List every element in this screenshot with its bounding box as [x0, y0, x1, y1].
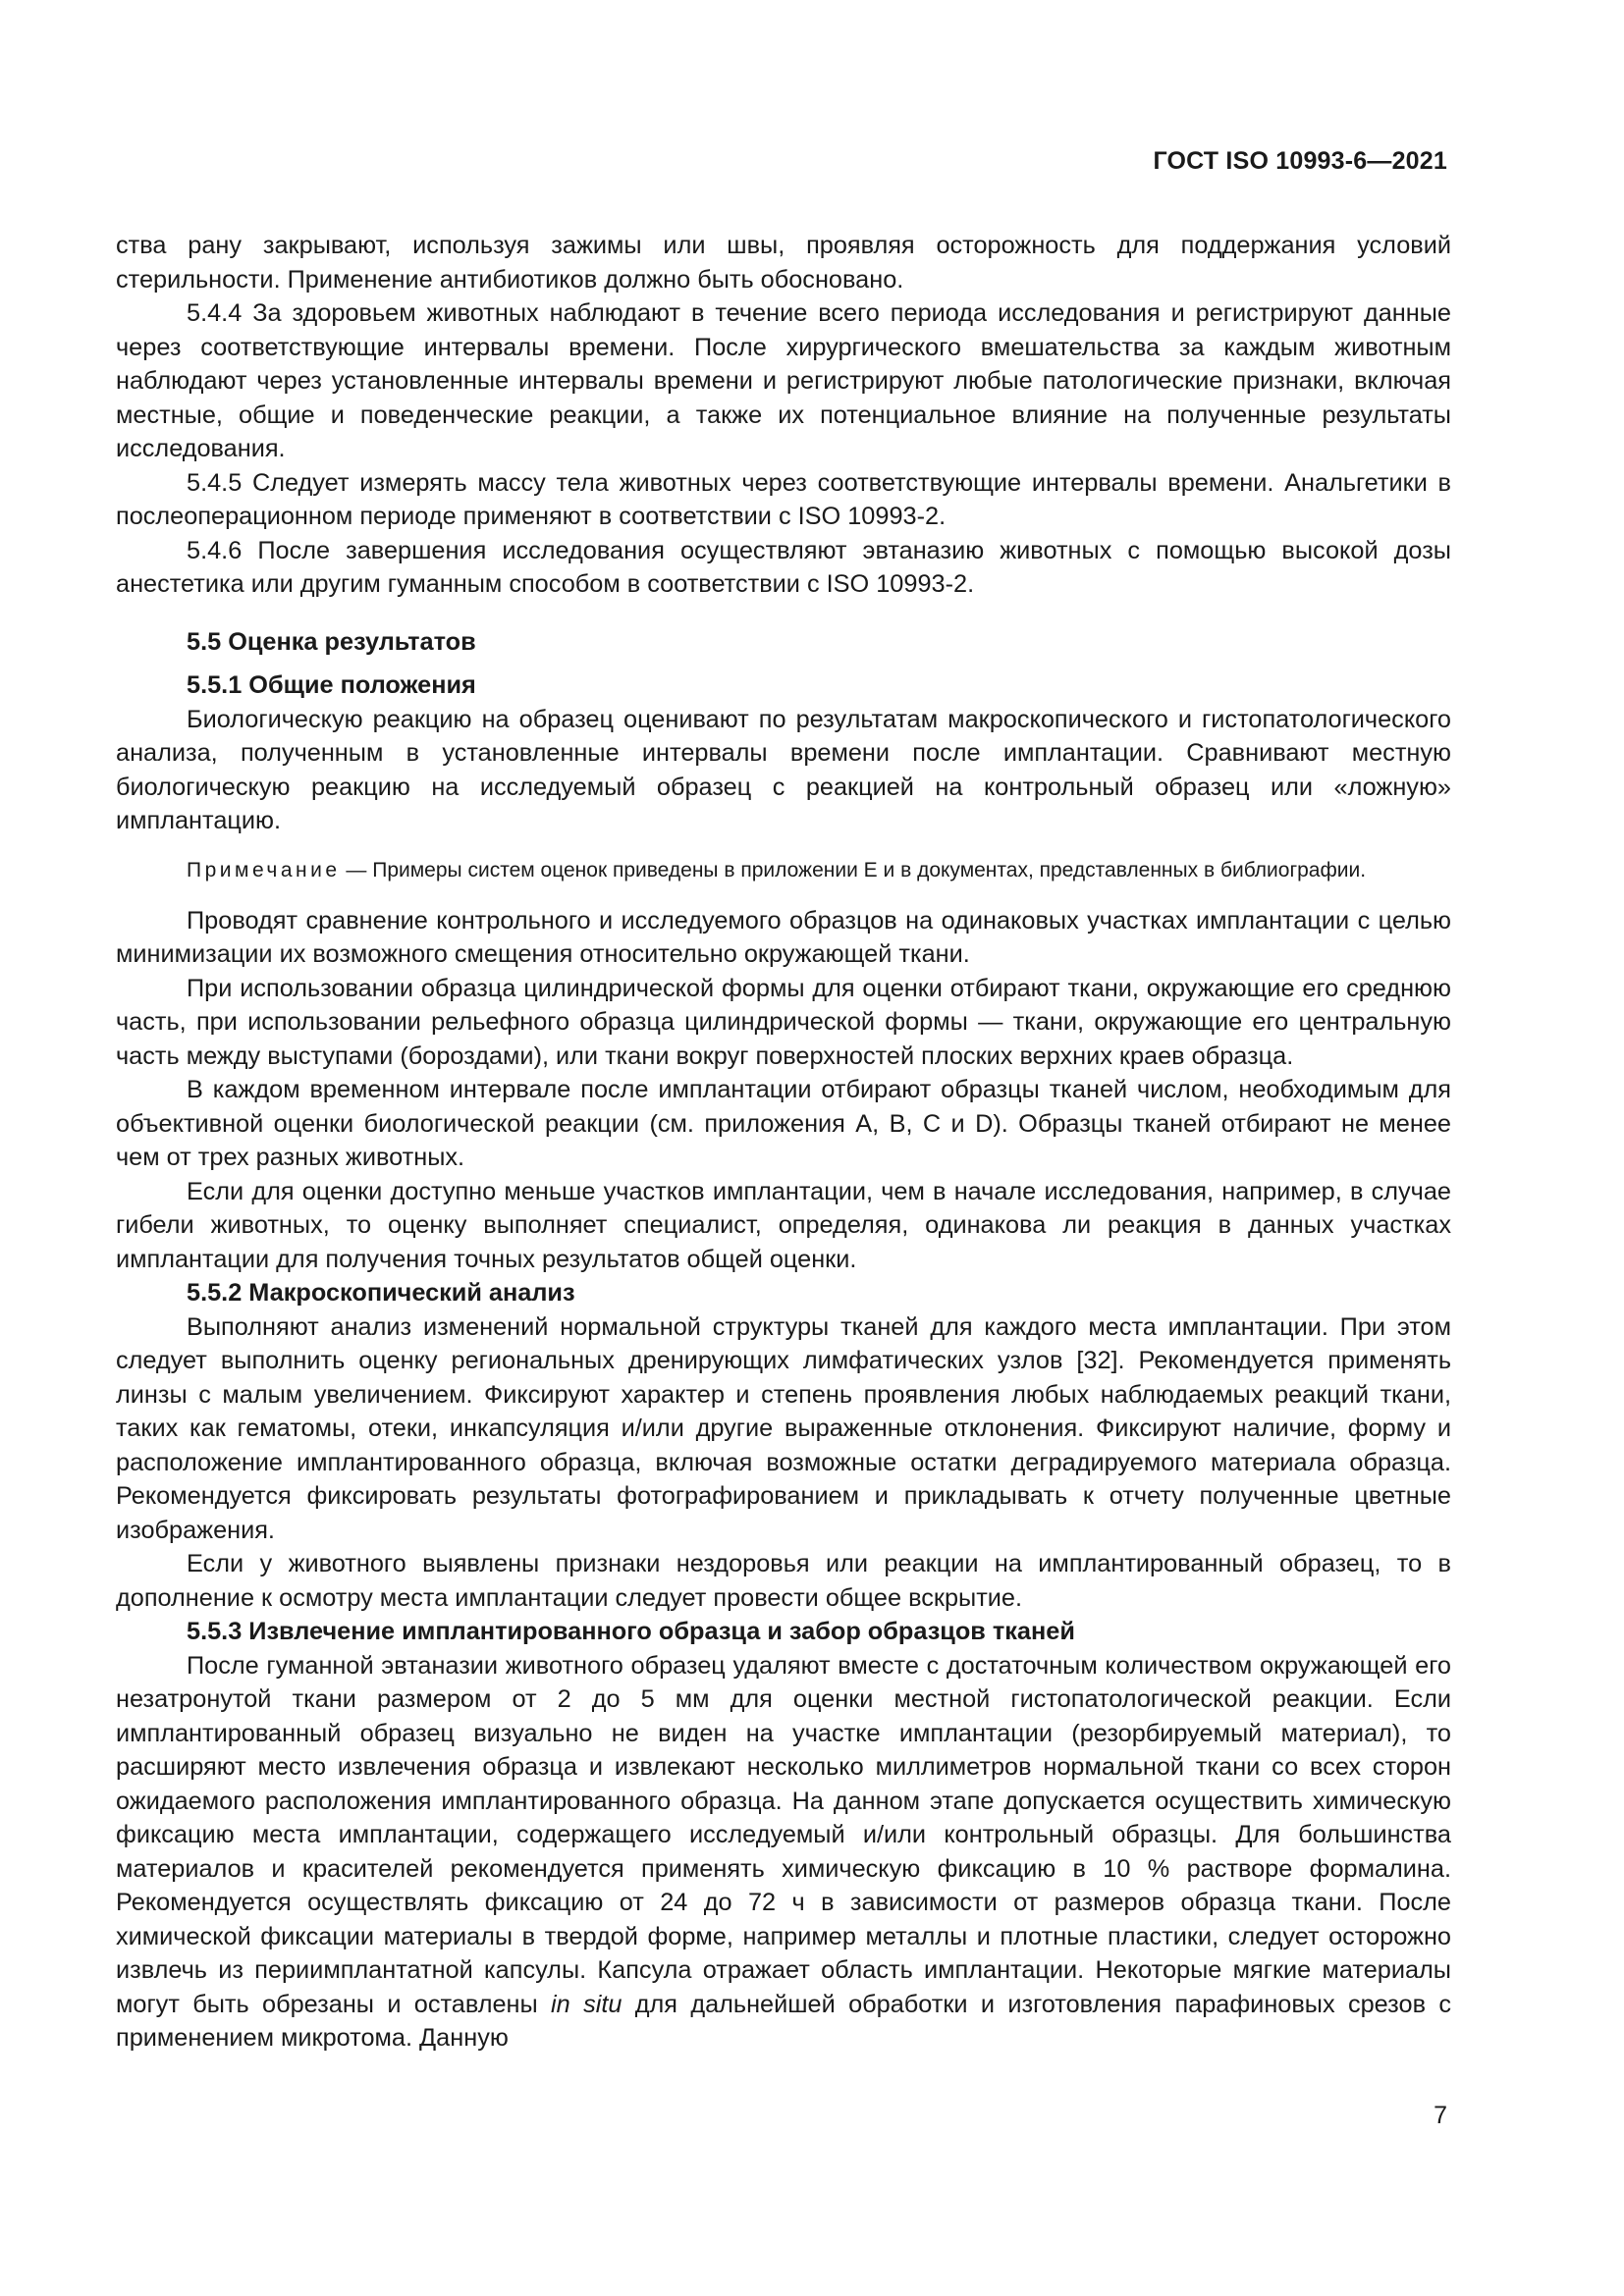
note-text: — Примеры систем оценок приведены в приложении E и в документах, представленных в библиографии.: [340, 858, 1367, 881]
document-code-header: ГОСТ ISO 10993-6—2021: [1153, 147, 1447, 175]
paragraph-5-5-3-a-text: После гуманной эвтаназии животного образец удаляют вместе с достаточным количеством окружающей его незатронутой ткани размером от 2 до 5 мм для оценки местной гистопатологической реакции. Если имплантированный образец визуально не виден на участке имплантации (резорбируемый материал), то расширяют место извлечения образца и извлекают несколько миллиметров нормальной ткани со всех сторон ожидаемого расположения имплантированного образца. На данном этапе допускается осуществить химическую фиксацию места имплантации, содержащего исследуемый и/или контрольный образцы. Для большинства материалов и красителей рекомендуется применять химическую фиксацию в 10 % растворе формалина. Рекомендуется осуществлять фиксацию от 24 до 72 ч в зависимости от размеров образца ткани. После химической фиксации материалы в твердой форме, например металлы и плотные пластики, следует осторожно извлечь из периимплантатной капсулы. Капсула отражает область имплантации. Некоторые мягкие материалы могут быть обрезаны и оставлены: [116, 1651, 1451, 2018]
paragraph-5-5-1-a: Биологическую реакцию на образец оценивают по результатам макроскопического и гистопатологического анализа, полученным в установленные интервалы времени после имплантации. Сравнивают местную биологическую реакцию на исследуемый образец с реакцией на контрольный образец или «ложную» имплантацию.: [116, 705, 1451, 834]
paragraph-5-5-2-a: Выполняют анализ изменений нормальной структуры тканей для каждого места имплантации. При этом следует выполнить оценку региональных дренирующих лимфатических узлов [32]. Рекомендуется применять линзы с малым увеличением. Фиксируют характер и степень проявления любых наблюдаемых реакций ткани, таких как гематомы, отеки, инкапсуляция и/или другие выраженные отклонения. Фиксируют наличие, форму и расположение имплантированного образца, включая возможные остатки деградируемого материала образца. Рекомендуется фиксировать результаты фотографированием и прикладывать к отчету полученные цветные изображения.: [116, 1312, 1451, 1544]
paragraph-5-5-1-c: При использовании образца цилиндрической формы для оценки отбирают ткани, окружающие его среднюю часть, при использовании рельефного образца цилиндрической формы — ткани, окружающие его центральную часть между выступами (бороздами), или ткани вокруг поверхностей плоских верхних краев образца.: [116, 974, 1451, 1070]
paragraph-5-5-1-e: Если для оценки доступно меньше участков имплантации, чем в начале исследования, например, в случае гибели животных, то оценку выполняет специалист, определяя, одинакова ли реакция в данных участках имплантации для получения точных результатов общей оценки.: [116, 1177, 1451, 1273]
italic-term-in-situ: in situ: [551, 1990, 623, 2018]
section-heading-5-5-2: 5.5.2 Макроскопический анализ: [187, 1279, 575, 1307]
paragraph-5-4-4: 5.4.4 За здоровьем животных наблюдают в течение всего периода исследования и регистрируют данные через соответствующие интервалы времени. После хирургического вмешательства за каждым животным наблюдают через установленные интервалы времени и регистрируют любые патологические признаки, включая местные, общие и поведенческие реакции, а также их потенциальное влияние на полученные результаты исследования.: [116, 299, 1451, 462]
paragraph-5-4-6: 5.4.6 После завершения исследования осуществляют эвтаназию животных с помощью высокой дозы анестетика или другим гуманным способом в соответствии с ISO 10993-2.: [116, 536, 1451, 598]
paragraph-5-5-1-b: Проводят сравнение контрольного и исследуемого образцов на одинаковых участках имплантации с целью минимизации их возможного смещения относительно окружающей ткани.: [116, 906, 1451, 968]
paragraph-5-5-2-b: Если у животного выявлены признаки нездоровья или реакции на имплантированный образец, то в дополнение к осмотру места имплантации следует провести общее вскрытие.: [116, 1550, 1451, 1612]
page-number: 7: [1434, 2102, 1447, 2129]
section-heading-5-5: 5.5 Оценка результатов: [187, 627, 476, 656]
note-label: Примечание: [187, 858, 341, 881]
paragraph-5-5-1-d: В каждом временном интервале после имплантации отбирают образцы тканей числом, необходимым для объективной оценки биологической реакции (см. приложения A, B, C и D). Образцы тканей отбирают не менее чем от трех разных животных.: [116, 1076, 1451, 1171]
paragraph-5-5-3-a: [116, 1649, 1451, 2056]
paragraph-5-4-5: 5.4.5 Следует измерять массу тела животных через соответствующие интервалы времени. Анальгетики в послеоперационном периоде применяют в соответствии с ISO 10993-2.: [116, 468, 1451, 530]
note-block: [116, 856, 1451, 884]
section-heading-5-5-1: 5.5.1 Общие положения: [187, 671, 476, 699]
paragraph-continuation: ства рану закрывают, используя зажимы или швы, проявляя осторожность для поддержания условий стерильности. Применение антибиотиков должно быть обосновано.: [116, 232, 1451, 294]
paragraph-5-5-3-a-end: для дальнейшей обработки и изготовления парафиновых срезов с применением микротома. Данную: [116, 1990, 1451, 2052]
section-heading-5-5-3: 5.5.3 Извлечение имплантированного образца и забор образцов тканей: [187, 1618, 1075, 1645]
document-body: [116, 229, 1451, 2056]
